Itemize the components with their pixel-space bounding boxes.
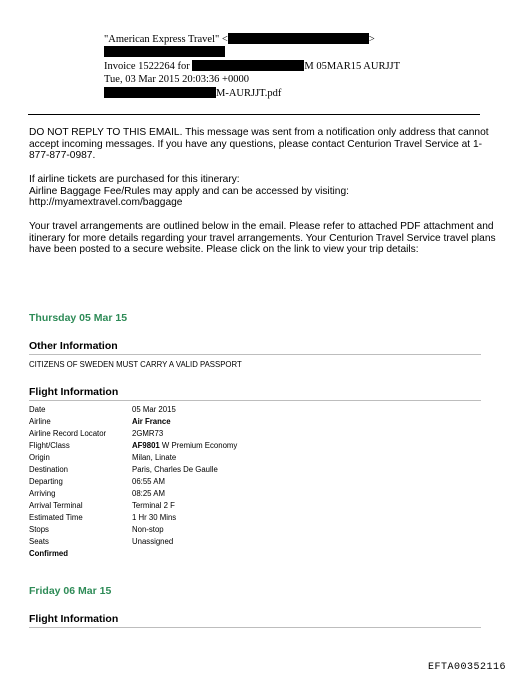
table-row (29, 476, 165, 488)
passport-note: CITIZENS OF SWEDEN MUST CARRY A VALID PASSPORT (29, 360, 242, 369)
row-value: 08:25 AM (132, 489, 165, 498)
row-label: Arrival Terminal (29, 501, 83, 510)
row-label: Date (29, 405, 46, 414)
table-row (29, 524, 164, 536)
table-row (29, 440, 238, 452)
table-row (29, 536, 174, 548)
day-title-thursday: Thursday 05 Mar 15 (29, 312, 128, 324)
other-information-heading: Other Information (29, 340, 118, 352)
row-label: Estimated Time (29, 513, 83, 522)
date-value: Tue, 03 Mar 2015 20:03:36 +0000 (104, 74, 249, 85)
row-label: Origin (29, 453, 50, 462)
flight-details-table (29, 404, 238, 560)
header-divider (28, 114, 480, 115)
no-reply-paragraph: DO NOT REPLY TO THIS EMAIL. This message was sent from a notification only address that cannot accept incoming messages. If you have any questions, please contact Centurion Travel Service at 1-877-877-0987. (29, 127, 489, 162)
arrangements-paragraph: Your travel arrangements are outlined below in the email. Please refer to attached PDF attachment and itinerary for more details regarding your travel arrangements. Your Centurion Travel Service travel plans have been posted to a secure website. Please click on the link to view your trip details: (29, 221, 496, 256)
table-row (29, 416, 171, 428)
redaction-bar (104, 87, 216, 98)
baggage-paragraph (29, 174, 499, 209)
row-value: 05 Mar 2015 (132, 405, 176, 414)
redaction-bar (228, 33, 369, 44)
baggage-link[interactable]: http://myamextravel.com/baggage (29, 197, 183, 209)
baggage-line-1: If airline tickets are purchased for this itinerary: (29, 174, 240, 185)
table-row (29, 488, 165, 500)
row-label: Seats (29, 537, 49, 546)
table-row (29, 452, 177, 464)
row-label: Airline (29, 417, 51, 426)
from-value[interactable]: "American Express Travel" < (104, 34, 228, 45)
table-row (29, 464, 218, 476)
row-label: Airline Record Locator (29, 429, 107, 438)
row-value: Terminal 2 F (132, 501, 175, 510)
from-suffix: > (368, 34, 375, 45)
row-value: 2GMR73 (132, 429, 164, 438)
flight-class: W Premium Economy (159, 441, 238, 450)
row-label: Stops (29, 525, 49, 534)
row-value: Non-stop (132, 525, 164, 534)
section-divider (29, 627, 481, 628)
attachment-link[interactable]: M-AURJJT.pdf (216, 88, 282, 99)
redaction-bar (104, 46, 225, 57)
row-value: Milan, Linate (132, 453, 177, 462)
row-value: Air France (132, 417, 171, 426)
row-label: Arriving (29, 489, 56, 498)
table-row (29, 512, 177, 524)
row-label: Destination (29, 465, 69, 474)
baggage-line-2: Airline Baggage Fee/Rules may apply and can be accessed by visiting: (29, 185, 349, 197)
row-value: Paris, Charles De Gaulle (132, 465, 218, 474)
redaction-bar (192, 60, 304, 71)
table-row (29, 428, 164, 440)
row-value: Unassigned (132, 537, 174, 546)
row-value: 06:55 AM (132, 477, 165, 486)
row-value: 1 Hr 30 Mins (132, 513, 177, 522)
row-label: Flight/Class (29, 441, 70, 450)
table-row (29, 500, 175, 512)
document-id: EFTA00352116 (427, 662, 506, 673)
subject-prefix: Invoice 1522264 for (104, 61, 190, 72)
flight-number: AF9801 (132, 441, 160, 450)
flight-information-heading: Flight Information (29, 386, 119, 398)
flight-information-heading-2: Flight Information (29, 613, 119, 625)
booking-status: Confirmed (29, 549, 68, 558)
section-divider (29, 354, 481, 355)
section-divider (29, 400, 481, 401)
subject-suffix: M 05MAR15 AURJJT (304, 61, 401, 72)
row-label: Departing (29, 477, 63, 486)
table-row (29, 404, 176, 416)
day-title-friday: Friday 06 Mar 15 (29, 585, 112, 597)
